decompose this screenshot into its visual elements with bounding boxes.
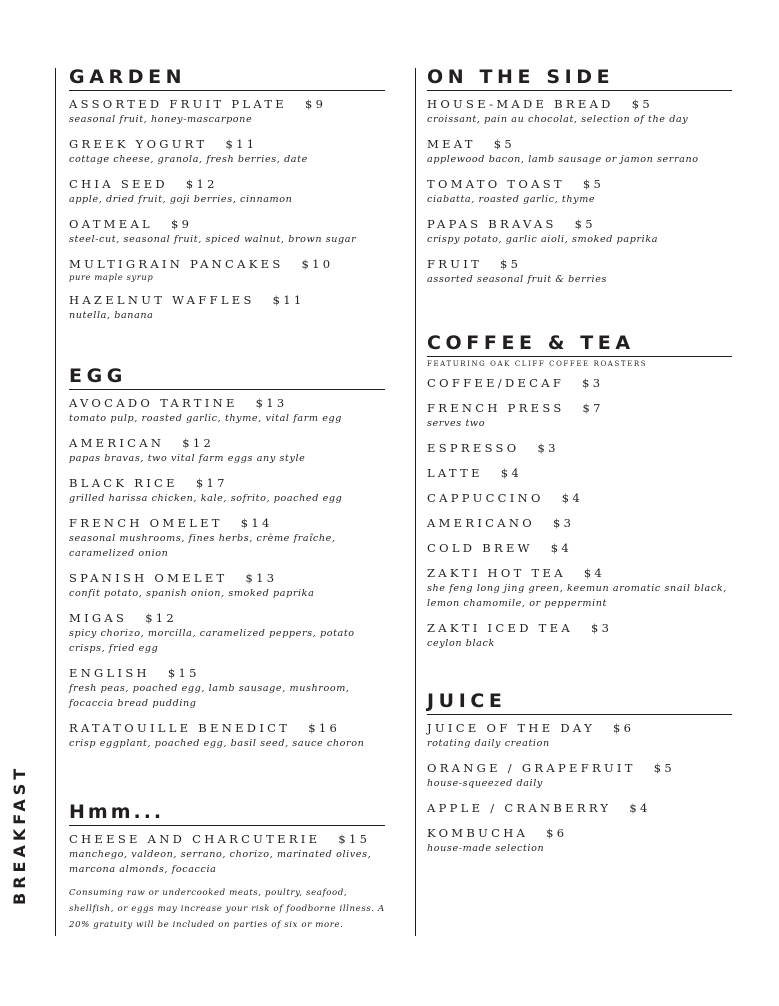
menu-item xyxy=(427,257,732,287)
menu-item-description: crispy potato, garlic aioli, smoked paprika xyxy=(427,234,659,245)
menu-item xyxy=(69,666,385,711)
garden-items xyxy=(69,97,385,323)
menu-item xyxy=(69,217,385,247)
section-title-coffee: COFFEE & TEA xyxy=(427,332,732,357)
hmm-items xyxy=(69,832,385,877)
menu-item-price: $12 xyxy=(185,177,218,191)
menu-item-price: $7 xyxy=(582,401,604,415)
menu-item xyxy=(427,621,732,651)
menu-item-name-row xyxy=(69,137,385,152)
menu-item-name: COFFEE/DECAF xyxy=(427,376,565,390)
menu-item-name-row xyxy=(69,666,385,681)
menu-item-description: fresh peas, poached egg, lamb sausage, mushroom, focaccia bread pudding xyxy=(69,683,350,709)
menu-item-price: $5 xyxy=(653,761,675,775)
menu-item-name-row xyxy=(427,177,732,192)
menu-item xyxy=(427,401,732,431)
section-title-garden: GARDEN xyxy=(69,66,385,91)
menu-item-name-row xyxy=(69,436,385,451)
menu-item-name-row xyxy=(427,516,732,531)
menu-item-description: confit potato, spanish onion, smoked paprika xyxy=(69,588,315,599)
menu-item xyxy=(427,761,732,791)
menu-item-name-row xyxy=(427,257,732,272)
menu-item-name: CAPPUCCINO xyxy=(427,491,544,505)
menu-item-description: nutella, banana xyxy=(69,310,154,321)
menu-item-price: $12 xyxy=(145,611,178,625)
section-juice xyxy=(427,690,732,866)
center-divider xyxy=(415,68,416,936)
menu-item-description: cottage cheese, granola, fresh berries, date xyxy=(69,154,308,165)
menu-item-name: SPANISH OMELET xyxy=(69,571,228,585)
menu-item xyxy=(427,826,732,856)
menu-item-description: spicy chorizo, morcilla, caramelized peppers, potato crisps, fried egg xyxy=(69,628,355,654)
menu-item-name: MULTIGRAIN PANCAKES xyxy=(69,257,284,271)
menu-item xyxy=(427,491,732,506)
menu-item-price: $5 xyxy=(574,217,596,231)
menu-item-price: $5 xyxy=(582,177,605,191)
menu-item-name: ORANGE / GRAPEFRUIT xyxy=(427,761,636,775)
section-coffee xyxy=(427,332,732,661)
menu-item xyxy=(427,466,732,481)
side-items xyxy=(427,97,732,287)
menu-item xyxy=(69,721,385,751)
menu-item-name-row xyxy=(69,721,385,736)
menu-item-price: $5 xyxy=(500,257,522,271)
menu-item-description: seasonal fruit, honey-mascarpone xyxy=(69,114,253,125)
section-garden xyxy=(69,66,385,333)
menu-item-name: ASSORTED FRUIT PLATE xyxy=(69,97,287,111)
menu-item-name-row xyxy=(427,621,732,636)
menu-item-name: PAPAS BRAVAS xyxy=(427,217,557,231)
menu-item-price: $6 xyxy=(546,826,568,840)
menu-item-price: $11 xyxy=(272,293,305,307)
menu-item-price: $16 xyxy=(308,721,341,735)
menu-item-description: applewood bacon, lamb sausage or jamon serrano xyxy=(427,154,699,165)
menu-item-name: OATMEAL xyxy=(69,217,153,231)
menu-item-price: $4 xyxy=(550,541,572,555)
menu-item-description: house-squeezed daily xyxy=(427,778,543,789)
menu-item-description: grilled harissa chicken, kale, sofrito, poached egg xyxy=(69,493,343,504)
menu-item xyxy=(69,571,385,601)
menu-item-price: $15 xyxy=(338,832,371,846)
menu-item xyxy=(69,436,385,466)
menu-item-name: HAZELNUT WAFFLES xyxy=(69,293,255,307)
menu-item-description: she feng long jing green, keemun aromatic snail black, lemon chamomile, or peppermint xyxy=(427,583,727,609)
menu-item xyxy=(427,566,732,611)
menu-item-name: ENGLISH xyxy=(69,666,150,680)
menu-item-description: pure maple syrup xyxy=(69,272,154,282)
section-title-egg: EGG xyxy=(69,365,385,390)
menu-item-description: crisp eggplant, poached egg, basil seed, sauce choron xyxy=(69,738,365,749)
menu-item xyxy=(427,541,732,556)
menu-item-name-row xyxy=(69,832,385,847)
menu-item-name-row xyxy=(427,217,732,232)
menu-item-description: manchego, valdeon, serrano, chorizo, marinated olives, marcona almonds, focaccia xyxy=(69,849,372,875)
menu-item-price: $3 xyxy=(582,376,604,390)
menu-item xyxy=(69,137,385,167)
menu-item-name: MEAT xyxy=(427,137,476,151)
menu-item-name: FRENCH OMELET xyxy=(69,516,223,530)
menu-item xyxy=(69,257,385,283)
footnote: Consuming raw or undercooked meats, poultry, seafood, shellfish, or eggs may increase your risk of foodborne illness. A 20% gratuity will be included on parties of six or more. xyxy=(69,888,385,930)
menu-item-price: $9 xyxy=(171,217,193,231)
section-side xyxy=(427,66,732,297)
menu-item-price: $14 xyxy=(240,516,273,530)
menu-item-name-row xyxy=(427,761,732,776)
juice-items xyxy=(427,721,732,856)
menu-item-price: $3 xyxy=(552,516,575,530)
menu-item-name-row xyxy=(427,491,732,506)
menu-item-name-row xyxy=(69,97,385,112)
menu-item-description: apple, dried fruit, goji berries, cinnamon xyxy=(69,194,293,205)
menu-item-name: GREEK YOGURT xyxy=(69,137,208,151)
menu-item-description: assorted seasonal fruit & berries xyxy=(427,274,608,285)
menu-item xyxy=(427,441,732,456)
menu-item-name: LATTE xyxy=(427,466,483,480)
menu-item xyxy=(69,396,385,426)
menu-item-price: $13 xyxy=(255,396,288,410)
menu-item-name-row xyxy=(69,476,385,491)
menu-item xyxy=(69,516,385,561)
menu-item xyxy=(427,97,732,127)
menu-item-name: AMERICANO xyxy=(427,516,535,530)
menu-item-name-row xyxy=(427,401,732,416)
menu-item xyxy=(69,476,385,506)
menu-item-name-row xyxy=(427,801,732,816)
menu-item-price: $10 xyxy=(301,257,334,271)
menu-item-name-row xyxy=(69,257,385,272)
menu-item-price: $6 xyxy=(612,721,635,735)
menu-item xyxy=(427,516,732,531)
menu-item-price: $5 xyxy=(493,137,515,151)
menu-item-name-row xyxy=(427,466,732,481)
menu-item-name: ZAKTI ICED TEA xyxy=(427,621,573,635)
menu-item-name-row xyxy=(427,566,732,581)
menu-item-name-row xyxy=(69,217,385,232)
menu-item-name: AVOCADO TARTINE xyxy=(69,396,238,410)
section-title-hmm: Hmm... xyxy=(69,801,385,826)
menu-item-name: COLD BREW xyxy=(427,541,533,555)
section-title-juice: JUICE xyxy=(427,690,732,715)
menu-item-name: APPLE / CRANBERRY xyxy=(427,801,612,815)
menu-item xyxy=(69,293,385,323)
menu-item-name: FRUIT xyxy=(427,257,483,271)
menu-item-name-row xyxy=(69,396,385,411)
menu-item-description: rotating daily creation xyxy=(427,738,550,749)
menu-item-price: $3 xyxy=(590,621,613,635)
menu-item-name-row xyxy=(427,441,732,456)
coffee-subtitle: FEATURING OAK CLIFF COFFEE ROASTERS xyxy=(427,360,648,368)
menu-item-price: $12 xyxy=(182,436,215,450)
egg-items xyxy=(69,396,385,751)
menu-item-name: AMERICAN xyxy=(69,436,165,450)
menu-item-description: ceylon black xyxy=(427,638,495,649)
menu-item-name-row xyxy=(427,826,732,841)
menu-item xyxy=(69,97,385,127)
menu-item-description: seasonal mushrooms, fines herbs, crème fraîche, caramelized onion xyxy=(69,533,336,559)
menu-item-price: $11 xyxy=(225,137,258,151)
menu-item xyxy=(427,177,732,207)
menu-item-description: ciabatta, roasted garlic, thyme xyxy=(427,194,596,205)
menu-item-name: ESPRESSO xyxy=(427,441,520,455)
menu-item-description: papas bravas, two vital farm eggs any style xyxy=(69,453,306,464)
menu-item-name-row xyxy=(427,721,732,736)
menu-item-price: $15 xyxy=(167,666,200,680)
side-label: BREAKFAST xyxy=(10,764,29,905)
menu-item-name: BLACK RICE xyxy=(69,476,178,490)
menu-item-price: $4 xyxy=(583,566,606,580)
menu-item-price: $4 xyxy=(561,491,583,505)
menu-item-price: $4 xyxy=(500,466,522,480)
menu-item-price: $4 xyxy=(629,801,651,815)
section-egg xyxy=(69,365,385,761)
menu-item-name: CHEESE AND CHARCUTERIE xyxy=(69,832,321,846)
menu-item-description: house-made selection xyxy=(427,843,545,854)
menu-item xyxy=(69,611,385,656)
menu-item-name: ZAKTI HOT TEA xyxy=(427,566,566,580)
section-hmm xyxy=(69,801,385,933)
menu-item-name-row xyxy=(69,611,385,626)
menu-item-price: $5 xyxy=(631,97,653,111)
menu-item-name-row xyxy=(69,571,385,586)
menu-item-price: $17 xyxy=(195,476,228,490)
menu-item xyxy=(427,376,732,391)
menu-item xyxy=(427,801,732,816)
menu-item-name: TOMATO TOAST xyxy=(427,177,565,191)
menu-item xyxy=(427,137,732,167)
menu-item-name: MIGAS xyxy=(69,611,128,625)
menu-item-name-row xyxy=(427,97,732,112)
menu-item-name-row xyxy=(427,137,732,152)
menu-item-price: $3 xyxy=(537,441,559,455)
section-title-side: ON THE SIDE xyxy=(427,66,732,91)
menu-item-name-row xyxy=(69,516,385,531)
menu-item xyxy=(69,177,385,207)
menu-item-name-row xyxy=(427,376,732,391)
coffee-items xyxy=(427,376,732,651)
menu-item-price: $9 xyxy=(305,97,327,111)
menu-item-description: tomato pulp, roasted garlic, thyme, vital farm egg xyxy=(69,413,343,424)
menu-item-name-row xyxy=(69,177,385,192)
menu-item-price: $13 xyxy=(245,571,278,585)
menu-item-name: JUICE OF THE DAY xyxy=(427,721,595,735)
menu-item-name: FRENCH PRESS xyxy=(427,401,565,415)
menu-item-description: steel-cut, seasonal fruit, spiced walnut, brown sugar xyxy=(69,234,357,245)
menu-item xyxy=(427,217,732,247)
menu-item-name: RATATOUILLE BENEDICT xyxy=(69,721,291,735)
menu-item-name-row xyxy=(69,293,385,308)
menu-item-name: KOMBUCHA xyxy=(427,826,529,840)
left-divider xyxy=(55,68,56,936)
menu-item-description: serves two xyxy=(427,418,486,429)
menu-item-name: HOUSE-MADE BREAD xyxy=(427,97,614,111)
menu-item xyxy=(69,832,385,877)
menu-item-name-row xyxy=(427,541,732,556)
menu-item xyxy=(427,721,732,751)
menu-item-name: CHIA SEED xyxy=(69,177,168,191)
menu-item-description: croissant, pain au chocolat, selection of the day xyxy=(427,114,689,125)
